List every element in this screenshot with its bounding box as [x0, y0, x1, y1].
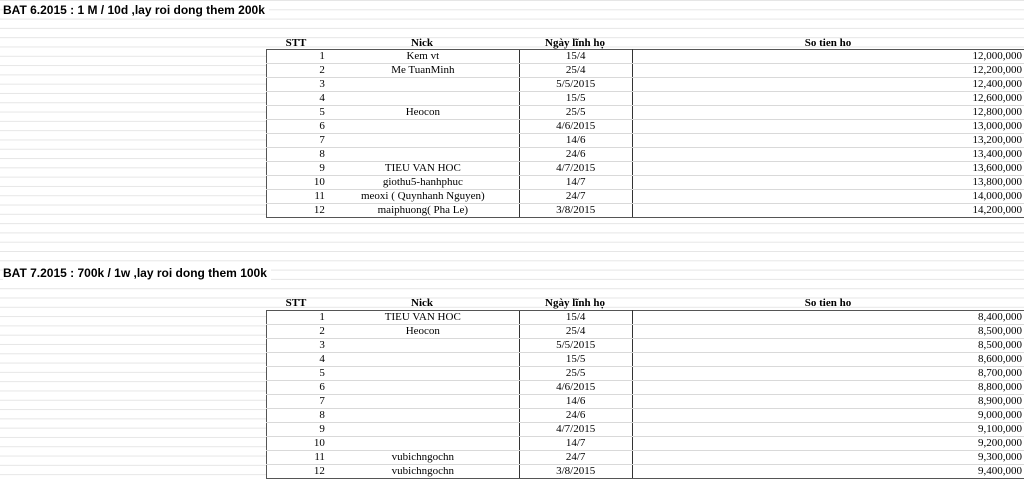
- cell-date[interactable]: 24/6: [519, 148, 632, 162]
- cell-amount[interactable]: 9,200,000: [632, 437, 1024, 451]
- header-date[interactable]: Ngày lĩnh họ: [545, 37, 605, 49]
- cell-amount[interactable]: 9,000,000: [632, 409, 1024, 423]
- cell-amount[interactable]: 8,900,000: [632, 395, 1024, 409]
- cell-amount[interactable]: 13,400,000: [632, 148, 1024, 162]
- cell-nick[interactable]: [327, 120, 519, 134]
- cell-stt[interactable]: 8: [267, 148, 327, 162]
- cell-amount[interactable]: 9,400,000: [632, 465, 1024, 479]
- cell-date[interactable]: 24/7: [519, 451, 632, 465]
- table-row: [267, 311, 1024, 325]
- cell-stt[interactable]: 1: [267, 50, 327, 64]
- cell-nick[interactable]: meoxi ( Quynhanh Nguyen): [327, 190, 519, 204]
- cell-nick[interactable]: [327, 92, 519, 106]
- cell-stt[interactable]: 7: [267, 134, 327, 148]
- cell-date[interactable]: 25/5: [519, 367, 632, 381]
- section-1-title[interactable]: BAT 6.2015 : 1 M / 10d ,lay roi dong them 200k: [3, 3, 269, 17]
- cell-nick[interactable]: [327, 409, 519, 423]
- table-row: [267, 92, 1024, 106]
- cell-amount[interactable]: 8,500,000: [632, 325, 1024, 339]
- cell-nick[interactable]: TIEU VAN HOC: [327, 162, 519, 176]
- header-date[interactable]: Ngày lĩnh họ: [545, 297, 605, 309]
- cell-date[interactable]: 4/6/2015: [519, 381, 632, 395]
- table-row: [267, 148, 1024, 162]
- cell-nick[interactable]: giothu5-hanhphuc: [327, 176, 519, 190]
- cell-nick[interactable]: [327, 367, 519, 381]
- table-row: [267, 50, 1024, 64]
- cell-amount[interactable]: 12,000,000: [632, 50, 1024, 64]
- cell-date[interactable]: 15/4: [519, 311, 632, 325]
- table-row: [267, 190, 1024, 204]
- header-amount[interactable]: So tien ho: [804, 297, 852, 309]
- table-row: [267, 78, 1024, 92]
- cell-amount[interactable]: 8,600,000: [632, 353, 1024, 367]
- table-row: [267, 409, 1024, 423]
- cell-amount[interactable]: 13,800,000: [632, 176, 1024, 190]
- cell-amount[interactable]: 12,600,000: [632, 92, 1024, 106]
- cell-date[interactable]: 4/6/2015: [519, 120, 632, 134]
- header-stt[interactable]: STT: [285, 297, 307, 309]
- cell-stt[interactable]: 6: [267, 381, 327, 395]
- cell-stt[interactable]: 3: [267, 339, 327, 353]
- cell-amount[interactable]: 8,700,000: [632, 367, 1024, 381]
- cell-date[interactable]: 24/7: [519, 190, 632, 204]
- table-row: [267, 134, 1024, 148]
- cell-nick[interactable]: TIEU VAN HOC: [327, 311, 519, 325]
- cell-stt[interactable]: 9: [267, 162, 327, 176]
- table-row: [267, 64, 1024, 78]
- cell-stt[interactable]: 3: [267, 78, 327, 92]
- cell-amount[interactable]: 9,100,000: [632, 423, 1024, 437]
- cell-date[interactable]: 4/7/2015: [519, 162, 632, 176]
- cell-amount[interactable]: 9,300,000: [632, 451, 1024, 465]
- cell-stt[interactable]: 8: [267, 409, 327, 423]
- table-row: [267, 204, 1024, 218]
- cell-nick[interactable]: vubichngochn: [327, 465, 519, 479]
- cell-stt[interactable]: 10: [267, 176, 327, 190]
- cell-date[interactable]: 3/8/2015: [519, 204, 632, 218]
- cell-amount[interactable]: 12,800,000: [632, 106, 1024, 120]
- cell-date[interactable]: 14/6: [519, 395, 632, 409]
- table-row: [267, 120, 1024, 134]
- table-row: [267, 367, 1024, 381]
- cell-nick[interactable]: [327, 353, 519, 367]
- cell-stt[interactable]: 1: [267, 311, 327, 325]
- cell-stt[interactable]: 9: [267, 423, 327, 437]
- cell-amount[interactable]: 8,500,000: [632, 339, 1024, 353]
- cell-date[interactable]: 24/6: [519, 409, 632, 423]
- cell-stt[interactable]: 10: [267, 437, 327, 451]
- table-section-2: [266, 310, 1024, 479]
- cell-date[interactable]: 14/6: [519, 134, 632, 148]
- cell-amount[interactable]: 12,400,000: [632, 78, 1024, 92]
- cell-nick[interactable]: vubichngochn: [327, 451, 519, 465]
- cell-nick[interactable]: [327, 148, 519, 162]
- cell-amount[interactable]: 8,400,000: [632, 311, 1024, 325]
- cell-stt[interactable]: 7: [267, 395, 327, 409]
- cell-stt[interactable]: 11: [267, 451, 327, 465]
- cell-date[interactable]: 25/4: [519, 325, 632, 339]
- cell-stt[interactable]: 6: [267, 120, 327, 134]
- cell-date[interactable]: 15/4: [519, 50, 632, 64]
- cell-amount[interactable]: 8,800,000: [632, 381, 1024, 395]
- cell-stt[interactable]: 11: [267, 190, 327, 204]
- table-row: [267, 395, 1024, 409]
- table-row: [267, 162, 1024, 176]
- table-row: [267, 106, 1024, 120]
- cell-date[interactable]: 14/7: [519, 437, 632, 451]
- table-row: [267, 381, 1024, 395]
- header-amount[interactable]: So tien ho: [804, 37, 852, 49]
- table-row: [267, 465, 1024, 479]
- cell-amount[interactable]: 13,000,000: [632, 120, 1024, 134]
- table-row: [267, 325, 1024, 339]
- cell-nick[interactable]: [327, 78, 519, 92]
- cell-nick[interactable]: [327, 339, 519, 353]
- cell-amount[interactable]: 13,600,000: [632, 162, 1024, 176]
- header-nick[interactable]: Nick: [411, 37, 433, 49]
- section-2-title[interactable]: BAT 7.2015 : 700k / 1w ,lay roi dong them 100k: [3, 266, 271, 280]
- cell-date[interactable]: 4/7/2015: [519, 423, 632, 437]
- cell-stt[interactable]: 12: [267, 465, 327, 479]
- cell-nick[interactable]: [327, 134, 519, 148]
- cell-amount[interactable]: 14,000,000: [632, 190, 1024, 204]
- cell-nick[interactable]: Heocon: [327, 106, 519, 120]
- cell-date[interactable]: 15/5: [519, 92, 632, 106]
- cell-stt[interactable]: 4: [267, 92, 327, 106]
- table-section-1: [266, 49, 1024, 218]
- cell-amount[interactable]: 14,200,000: [632, 204, 1024, 218]
- cell-stt[interactable]: 12: [267, 204, 327, 218]
- cell-nick[interactable]: Heocon: [327, 325, 519, 339]
- table-row: [267, 339, 1024, 353]
- cell-amount[interactable]: 12,200,000: [632, 64, 1024, 78]
- cell-nick[interactable]: Kem vt: [327, 50, 519, 64]
- cell-date[interactable]: 25/4: [519, 64, 632, 78]
- header-nick[interactable]: Nick: [411, 297, 433, 309]
- cell-nick[interactable]: [327, 395, 519, 409]
- cell-nick[interactable]: [327, 423, 519, 437]
- table-row: [267, 353, 1024, 367]
- cell-date[interactable]: 15/5: [519, 353, 632, 367]
- table-row: [267, 423, 1024, 437]
- cell-date[interactable]: 5/5/2015: [519, 78, 632, 92]
- cell-stt[interactable]: 5: [267, 367, 327, 381]
- cell-date[interactable]: 5/5/2015: [519, 339, 632, 353]
- table-row: [267, 437, 1024, 451]
- cell-stt[interactable]: 5: [267, 106, 327, 120]
- cell-stt[interactable]: 2: [267, 64, 327, 78]
- header-stt[interactable]: STT: [285, 37, 307, 49]
- cell-nick[interactable]: maiphuong( Pha Le): [327, 204, 519, 218]
- cell-nick[interactable]: [327, 381, 519, 395]
- cell-stt[interactable]: 2: [267, 325, 327, 339]
- cell-date[interactable]: 25/5: [519, 106, 632, 120]
- cell-date[interactable]: 14/7: [519, 176, 632, 190]
- cell-nick[interactable]: Me TuanMinh: [327, 64, 519, 78]
- cell-stt[interactable]: 4: [267, 353, 327, 367]
- table-row: [267, 176, 1024, 190]
- cell-nick[interactable]: [327, 437, 519, 451]
- cell-amount[interactable]: 13,200,000: [632, 134, 1024, 148]
- table-row: [267, 451, 1024, 465]
- cell-date[interactable]: 3/8/2015: [519, 465, 632, 479]
